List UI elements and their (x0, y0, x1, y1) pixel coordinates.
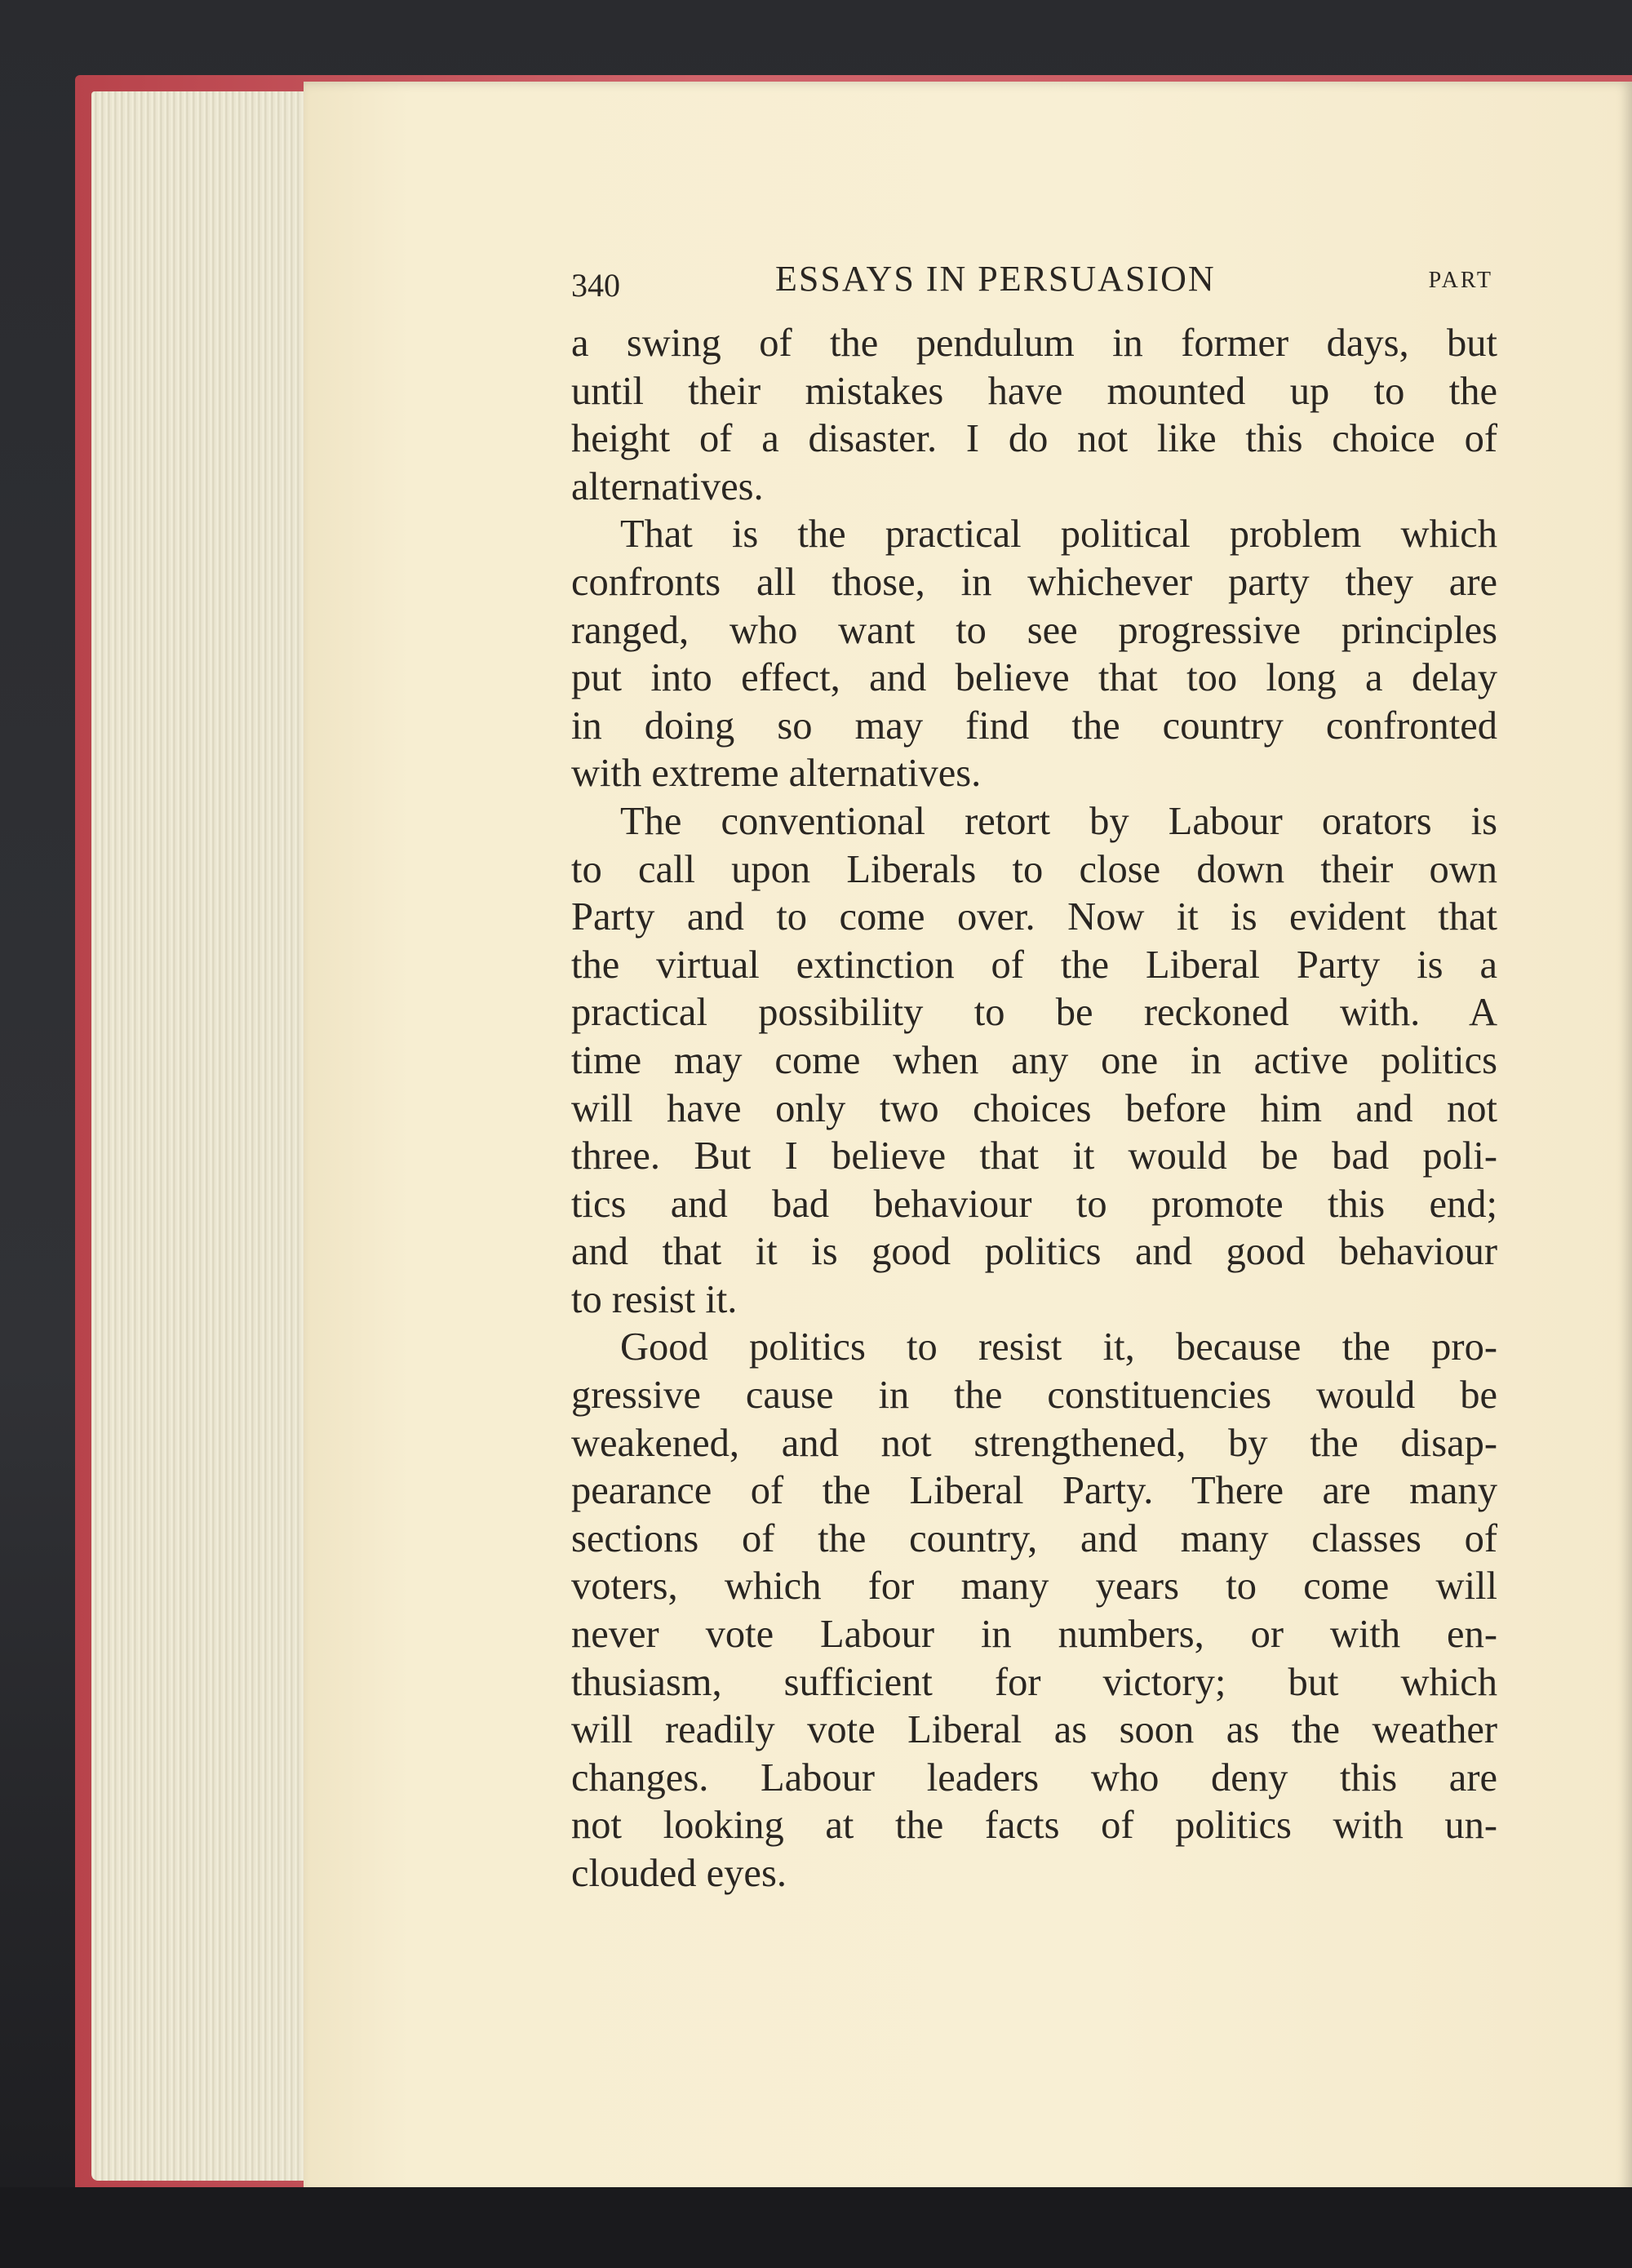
text-line: the virtual extinction of the Liberal Party is a (571, 943, 1497, 987)
text-line: pearance of the Liberal Party. There are many (571, 1469, 1497, 1513)
text-line: height of a disaster. I do not like this choice of (571, 417, 1497, 461)
text-line: Party and to come over. Now it is evident that (571, 895, 1497, 939)
text-line: never vote Labour in numbers, or with en- (571, 1613, 1497, 1657)
page-edges (91, 91, 336, 2181)
text-line: weakened, and not strengthened, by the disap- (571, 1421, 1497, 1465)
background-shadow (0, 2187, 1632, 2268)
text-line: until their mistakes have mounted up to the (571, 369, 1497, 413)
text-line: three. But I believe that it would be bad poli- (571, 1134, 1497, 1178)
text-line: will have only two choices before him and not (571, 1086, 1497, 1130)
page-number: 340 (571, 267, 620, 304)
text-line: tics and bad behaviour to promote this end; (571, 1182, 1497, 1226)
section-label: PART (1428, 268, 1493, 293)
text-line: The conventional retort by Labour orators is (620, 799, 1497, 843)
text-line: not looking at the facts of politics with un- (571, 1804, 1497, 1848)
text-line: to resist it. (571, 1277, 738, 1321)
text-line: with extreme alternatives. (571, 752, 982, 796)
text-line: a swing of the pendulum in former days, but (571, 322, 1497, 365)
text-line: ranged, who want to see progressive principles (571, 608, 1497, 652)
text-line: to call upon Liberals to close down their own (571, 847, 1497, 891)
text-line: gressive cause in the constituencies would be (571, 1374, 1497, 1418)
paragraph (571, 511, 1497, 798)
text-line: time may come when any one in active politics (571, 1038, 1497, 1082)
text-line: put into effect, and believe that too long a delay (571, 656, 1497, 700)
text-line: practical possibility to be reckoned with. A (571, 991, 1497, 1035)
text-line: confronts all those, in whichever party they are (571, 560, 1497, 604)
text-line: and that it is good politics and good behaviour (571, 1230, 1497, 1274)
text-line: in doing so may find the country confronted (571, 703, 1497, 748)
text-line: sections of the country, and many classes of (571, 1516, 1497, 1560)
text-line: Good politics to resist it, because the pro- (620, 1325, 1497, 1369)
text-line: voters, which for many years to come will (571, 1565, 1497, 1609)
text-line: alternatives. (571, 464, 764, 508)
paragraph (571, 1324, 1497, 1897)
running-head (571, 255, 1493, 304)
text-line: changes. Labour leaders who deny this are (571, 1755, 1497, 1800)
book-title: ESSAYS IN PERSUASION (775, 259, 1216, 299)
text-line: clouded eyes. (571, 1852, 787, 1895)
text-line: thusiasm, sufficient for victory; but which (571, 1660, 1497, 1704)
paragraph (571, 320, 1497, 511)
text-line: will readily vote Liberal as soon as the weather (571, 1708, 1497, 1752)
paragraph (571, 798, 1497, 1325)
text-line: That is the practical political problem which (620, 513, 1497, 557)
body-text (571, 320, 1497, 1898)
